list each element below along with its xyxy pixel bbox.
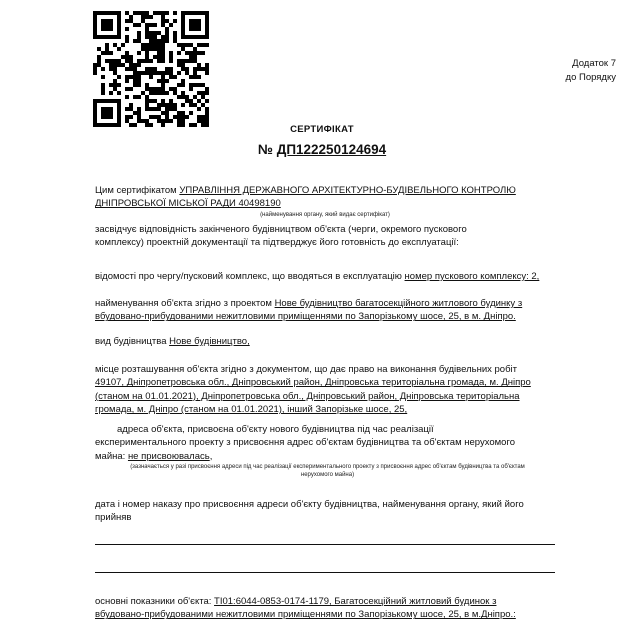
- location-label: місце розташування об'єкта згідно з документом, що дає право на виконання будівельних робіт: [95, 364, 517, 375]
- issuer-caption: (найменування органу, який видає сертифікат): [260, 212, 390, 218]
- location-line-3: (станом на 01.01.2021), Дніпропетровська обл., Дніпровський район, Дніпровська територіальна: [95, 390, 520, 402]
- stage-label: відомості про чергу/пусковий комплекс, що вводяться в експлуатацію: [95, 271, 402, 282]
- certificate-number-line: [0, 142, 644, 157]
- object-name-label: найменування об'єкта згідно з проектом: [95, 298, 272, 309]
- object-name-block: [95, 297, 575, 324]
- annex-reference: [566, 57, 616, 85]
- confirmation-line-1: засвідчує відповідність закінченого будівництвом об'єкта (черги, окремого пускового: [95, 224, 467, 235]
- indicators-value-line-1: ТІ01:6044-0853-0174-1179, Багатосекційний житловий будинок з: [214, 596, 497, 607]
- annex-line-1: Додаток 7: [572, 58, 616, 69]
- construction-type-value: Нове будівництво,: [169, 336, 250, 347]
- construction-type-label: вид будівництва: [95, 336, 167, 347]
- address-tail: ,: [209, 450, 213, 462]
- order-line-1: дата і номер наказу про присвоєння адреси об'єкту будівництва, найменування органу, який його: [95, 499, 524, 510]
- blank-line-1: [95, 544, 555, 545]
- confirmation-text: [95, 223, 565, 250]
- stage-value: номер пускового комплексу: 2,: [404, 271, 540, 282]
- address-caption-line-1: (зазначається у разі присвоєння адреси під час реалізації експериментального проекту з присвоєння адрес об'єктам будівництва та об'єктам: [130, 464, 525, 470]
- object-name-value-line-2: вбудовано-прибудованими нежитловими приміщеннями по Запорізькому шосе, 25, в м. Дніпро.: [95, 311, 516, 323]
- address-caption-line-2: нерухомого майна): [300, 472, 355, 478]
- issuer-name-line-1: УПРАВЛІННЯ ДЕРЖАВНОГО АРХІТЕКТУРНО-БУДІВЕЛЬНОГО КОНТРОЛЮ: [179, 185, 516, 196]
- address-line-1: адреса об'єкта, присвоєна об'єкту нового будівництва під час реалізації: [117, 424, 434, 435]
- address-line-2: експериментального проекту з присвоєння адрес об'єктам будівництва та об'єктам нерухомого: [95, 437, 515, 449]
- indicators-label: основні показники об'єкта:: [95, 596, 212, 607]
- indicators-value-line-2: вбудовано-прибудованими нежитловими приміщеннями по Запорізькому шосе, 25, в м.Дніпро.:: [95, 609, 516, 621]
- certificate-title: СЕРТИФІКАТ: [290, 124, 354, 135]
- certificate-number: ДП122250124694: [276, 142, 387, 157]
- number-sign: №: [257, 142, 273, 157]
- address-value: не присвоювалась: [127, 450, 210, 462]
- order-line-2: прийняв: [95, 512, 132, 524]
- issuer-block: [95, 184, 565, 211]
- indicators-block: [95, 595, 575, 622]
- construction-type: [95, 335, 565, 348]
- annex-line-2: до Порядку: [565, 72, 616, 83]
- location-line-2: 49107, Дніпропетровська обл., Дніпровський район, Дніпровська територіальна громада, м. Дніпро: [95, 377, 531, 389]
- location-line-4: громада, м. Дніпро (станом на 01.01.2021), інший Запорізьке шосе, 25,: [95, 404, 408, 416]
- qr-code: [93, 11, 209, 127]
- confirmation-line-2: комплексу) проектній документації та підтверджує його готовність до експлуатації:: [95, 237, 459, 249]
- address-block: [95, 423, 575, 463]
- address-label: майна:: [95, 450, 126, 462]
- address-caption: [95, 463, 560, 479]
- order-block: [95, 498, 575, 525]
- blank-line-2: [95, 572, 555, 573]
- stage-info: [95, 270, 575, 283]
- location-block: [95, 363, 575, 417]
- issuer-name-line-2: ДНІПРОВСЬКОЇ МІСЬКОЇ РАДИ 40498190: [95, 198, 281, 210]
- issuer-intro: Цим сертифікатом: [95, 185, 177, 196]
- object-name-value-line-1: Нове будівництво багатосекційного житлового будинку з: [274, 298, 523, 309]
